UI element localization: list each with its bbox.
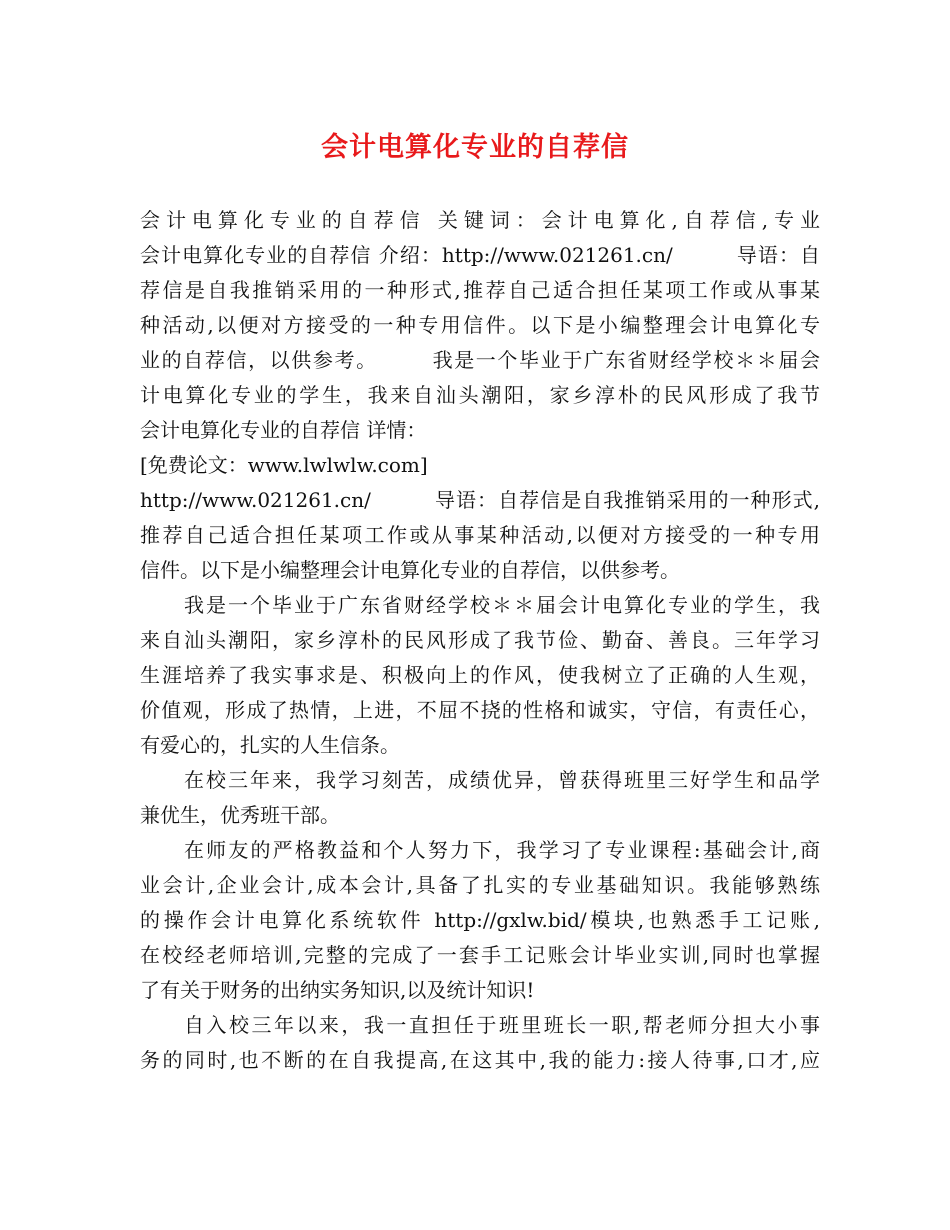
body-line: 有爱心的，扎实的人生信条。 <box>140 733 400 757</box>
body-line: 推荐自己适合担任某项工作或从事某种活动,以便对方接受的一种专用 <box>140 523 820 547</box>
body-line: 会计电算化专业的自荐信 关键词：会计电算化,自荐信,专业 <box>140 208 820 232</box>
body-line: 会计电算化专业的自荐信 详情： <box>140 418 427 442</box>
body-line: 计电算化专业的学生，我来自汕头潮阳，家乡淳朴的民风形成了我节 <box>140 383 820 407</box>
body-line: 生涯培养了我实事求是、积极向上的作风，使我树立了正确的人生观， <box>140 663 820 687</box>
body-line: 的操作会计电算化系统软件 http://gxlw.bid/模块,也熟悉手工记账, <box>140 908 820 932</box>
body-line: 业的自荐信，以供参考。 我是一个毕业于广东省财经学校＊＊届会 <box>140 348 820 372</box>
body-line: 了有关于财务的出纳实务知识,以及统计知识! <box>140 978 535 1002</box>
body-line: 在师友的严格教益和个人努力下，我学习了专业课程:基础会计,商 <box>184 838 820 862</box>
body-line: 来自汕头潮阳，家乡淳朴的民风形成了我节俭、勤奋、善良。三年学习 <box>140 628 820 652</box>
body-line: 业会计,企业会计,成本会计,具备了扎实的专业基础知识。我能够熟练 <box>140 873 820 897</box>
body-line: [免费论文：www.lwlwlw.com] <box>140 453 428 477</box>
document-body <box>140 203 820 1078</box>
body-line: 我是一个毕业于广东省财经学校＊＊届会计电算化专业的学生，我 <box>184 593 820 617</box>
body-line: 在校经老师培训,完整的完成了一套手工记账会计毕业实训,同时也掌握 <box>140 943 820 967</box>
body-line: http://www.021261.cn/ 导语：自荐信是自我推销采用的一种形式, <box>140 488 820 512</box>
body-line: 会计电算化专业的自荐信 介绍：http://www.021261.cn/ 导语：自 <box>140 243 820 267</box>
body-line: 在校三年来，我学习刻苦，成绩优异，曾获得班里三好学生和品学 <box>184 768 820 792</box>
body-line: 兼优生，优秀班干部。 <box>140 803 340 827</box>
body-line: 信件。以下是小编整理会计电算化专业的自荐信，以供参考。 <box>140 558 680 582</box>
body-line: 价值观，形成了热情，上进，不屈不挠的性格和诚实，守信，有责任心， <box>140 698 820 722</box>
body-line: 务的同时,也不断的在自我提高,在这其中,我的能力:接人待事,口才,应 <box>140 1048 820 1072</box>
body-line: 荐信是自我推销采用的一种形式,推荐自己适合担任某项工作或从事某 <box>140 278 820 302</box>
document-title: 会计电算化专业的自荐信 <box>321 132 629 163</box>
body-line: 自入校三年以来，我一直担任于班里班长一职,帮老师分担大小事 <box>184 1013 820 1037</box>
body-line: 种活动,以便对方接受的一种专用信件。以下是小编整理会计电算化专 <box>140 313 820 337</box>
